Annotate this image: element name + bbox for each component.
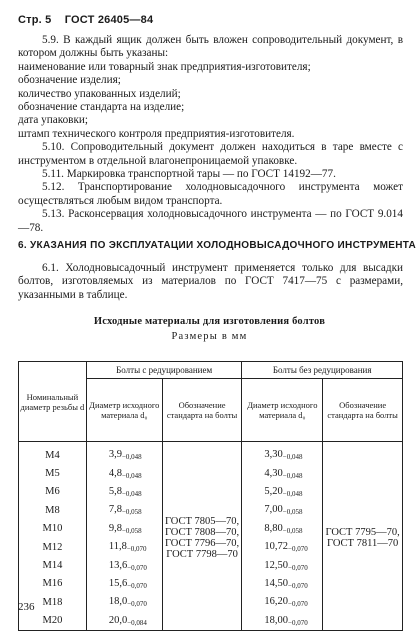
- header-standard-reduced: Обозначение стандарта на болты: [162, 379, 242, 442]
- diameter-reduced-cell: [86, 593, 162, 611]
- diameter-reduced-cell: [86, 464, 162, 482]
- diameter-value: 20,0: [108, 614, 128, 626]
- tolerance-value: −0,070: [288, 600, 308, 609]
- standard-reduced-cell: [162, 442, 242, 631]
- standard-reference: ГОСТ 7798—70: [166, 548, 238, 560]
- table-row: [19, 442, 403, 465]
- tolerance-value: −0,048: [282, 471, 303, 480]
- header-group-reduced: Болты с редуцированием: [86, 362, 242, 379]
- diameter-value: 14,50: [264, 577, 289, 589]
- tolerance-value: −0,048: [121, 453, 142, 462]
- tolerance-value: −0,058: [121, 526, 142, 535]
- thread-size-cell: M5: [19, 464, 87, 482]
- diameter-not-reduced-cell: [242, 593, 323, 611]
- tolerance-value: −0,070: [288, 563, 308, 572]
- clause-6-1: 6.1. Холодновысадочный инструмент применяется только для высадки болтов, изготовляемых из материалов по ГОСТ 7417—75 с размерами, указанными в таблице.: [18, 262, 403, 301]
- diameter-value: 11,8: [108, 541, 127, 553]
- section-5-text: [18, 34, 403, 235]
- standard-not-reduced-cell: [323, 442, 403, 631]
- diameter-value: 7,8: [108, 504, 122, 516]
- page-number: 236: [18, 601, 35, 613]
- tolerance-value: −0,070: [127, 563, 147, 572]
- bolt-materials-table: [18, 361, 403, 631]
- diameter-reduced-cell: [86, 612, 162, 631]
- clause-5-10: 5.10. Сопроводительный документ должен находиться в таре вместе с инструментом в отдельной влагонепроницаемой упаковке.: [18, 141, 403, 167]
- diameter-reduced-cell: [86, 483, 162, 501]
- thread-size-cell: M18: [19, 593, 87, 611]
- diameter-reduced-cell: [86, 556, 162, 574]
- diameter-not-reduced-cell: [242, 483, 323, 501]
- diameter-not-reduced-cell: [242, 520, 323, 538]
- tolerance-value: −0,048: [121, 489, 142, 498]
- diameter-value: 18,0: [108, 596, 128, 608]
- diameter-not-reduced-cell: [242, 464, 323, 482]
- diameter-value: 8,80: [264, 522, 283, 534]
- tolerance-value: −0,084: [127, 618, 147, 627]
- section-6-title: 6. УКАЗАНИЯ ПО ЭКСПЛУАТАЦИИ ХОЛОДНОВЫСАДОЧНОГО ИНСТРУМЕНТА: [18, 240, 417, 251]
- diameter-reduced-cell: [86, 442, 162, 465]
- diameter-value: 4,8: [108, 467, 122, 479]
- clause-5-9-item: штамп технического контроля предприятия-изготовителя.: [18, 127, 295, 140]
- diameter-value: 15,6: [108, 577, 128, 589]
- tolerance-value: −0,070: [288, 581, 308, 590]
- standard-reference: ГОСТ 7805—70,: [164, 515, 240, 527]
- clause-5-9-item: обозначение стандарта на изделие;: [18, 101, 185, 114]
- header-diameter-not-reduced: Диаметр исходного материала d₀: [242, 379, 323, 442]
- tolerance-value: −0,058: [121, 508, 142, 517]
- diameter-not-reduced-cell: [242, 575, 323, 593]
- diameter-value: 5,8: [108, 485, 122, 497]
- tolerance-value: −0,048: [282, 453, 303, 462]
- header-group-not-reduced: Болты без редуцирования: [242, 362, 403, 379]
- standard-number: ГОСТ 26405—84: [64, 14, 154, 26]
- header-diameter-reduced: Диаметр исходного материала d₀: [86, 379, 162, 442]
- header-nominal-diameter: Номинальный диаметр резьбы d: [19, 362, 87, 442]
- tolerance-value: −0,058: [282, 508, 303, 517]
- section-6-text: [18, 262, 403, 302]
- diameter-value: 18,00: [264, 614, 289, 626]
- thread-size-cell: M12: [19, 538, 87, 556]
- diameter-not-reduced-cell: [242, 538, 323, 556]
- diameter-not-reduced-cell: [242, 442, 323, 465]
- thread-size-cell: M10: [19, 520, 87, 538]
- standard-reference: ГОСТ 7808—70,: [164, 526, 240, 538]
- tolerance-value: −0,048: [282, 489, 303, 498]
- clause-5-12: 5.12. Транспортирование холодновысадочного инструмента может осуществляться любым видом транспорта.: [18, 181, 403, 207]
- clause-5-9-item: обозначение изделия;: [18, 74, 121, 87]
- table-body: [19, 442, 403, 631]
- clause-5-9-item: количество упакованных изделий;: [18, 87, 181, 100]
- thread-size-cell: M20: [19, 612, 87, 631]
- tolerance-value: −0,070: [127, 581, 147, 590]
- thread-size-cell: M6: [19, 483, 87, 501]
- standard-reference: ГОСТ 7811—70: [327, 537, 399, 549]
- clause-5-9-item: дата упаковки;: [18, 114, 88, 127]
- page-label: Стр. 5: [18, 14, 52, 26]
- diameter-value: 3,30: [264, 449, 283, 461]
- diameter-reduced-cell: [86, 501, 162, 519]
- diameter-value: 12,50: [264, 559, 289, 571]
- thread-size-cell: M8: [19, 501, 87, 519]
- diameter-reduced-cell: [86, 538, 162, 556]
- diameter-value: 16,20: [264, 596, 289, 608]
- diameter-value: 4,30: [264, 467, 283, 479]
- thread-size-cell: M16: [19, 575, 87, 593]
- thread-size-cell: M14: [19, 556, 87, 574]
- diameter-value: 10,72: [264, 541, 289, 553]
- tolerance-value: −0,070: [288, 545, 308, 554]
- clause-5-11: 5.11. Маркировка транспортной тары — по ГОСТ 14192—77.: [42, 168, 336, 181]
- diameter-not-reduced-cell: [242, 612, 323, 631]
- table-units: Размеры в мм: [171, 331, 248, 342]
- diameter-value: 13,6: [108, 559, 128, 571]
- tolerance-value: −0,070: [288, 618, 308, 627]
- tolerance-value: −0,070: [127, 600, 147, 609]
- diameter-not-reduced-cell: [242, 556, 323, 574]
- diameter-reduced-cell: [86, 575, 162, 593]
- standard-reference: ГОСТ 7795—70,: [325, 526, 400, 538]
- diameter-reduced-cell: [86, 520, 162, 538]
- page-header: [18, 14, 153, 26]
- diameter-value: 3,9: [108, 449, 122, 461]
- tolerance-value: −0,058: [282, 526, 303, 535]
- diameter-not-reduced-cell: [242, 501, 323, 519]
- diameter-value: 9,8: [108, 522, 122, 534]
- tolerance-value: −0,048: [121, 471, 142, 480]
- clause-5-9-item: наименование или товарный знак предприятия-изготовителя;: [18, 60, 311, 73]
- thread-size-cell: M4: [19, 442, 87, 465]
- tolerance-value: −0,070: [126, 545, 147, 554]
- diameter-value: 5,20: [264, 485, 283, 497]
- standard-reference: ГОСТ 7796—70,: [164, 537, 240, 549]
- clause-5-13: 5.13. Расконсервация холодновысадочного инструмента — по ГОСТ 9.014—78.: [18, 208, 403, 234]
- diameter-value: 7,00: [264, 504, 283, 516]
- header-standard-not-reduced: Обозначение стандарта на болты: [323, 379, 403, 442]
- table-caption: Исходные материалы для изготовления болтов: [93, 316, 326, 327]
- clause-5-9: 5.9. В каждый ящик должен быть вложен сопроводительный документ, в котором должны быть указаны:: [18, 34, 403, 60]
